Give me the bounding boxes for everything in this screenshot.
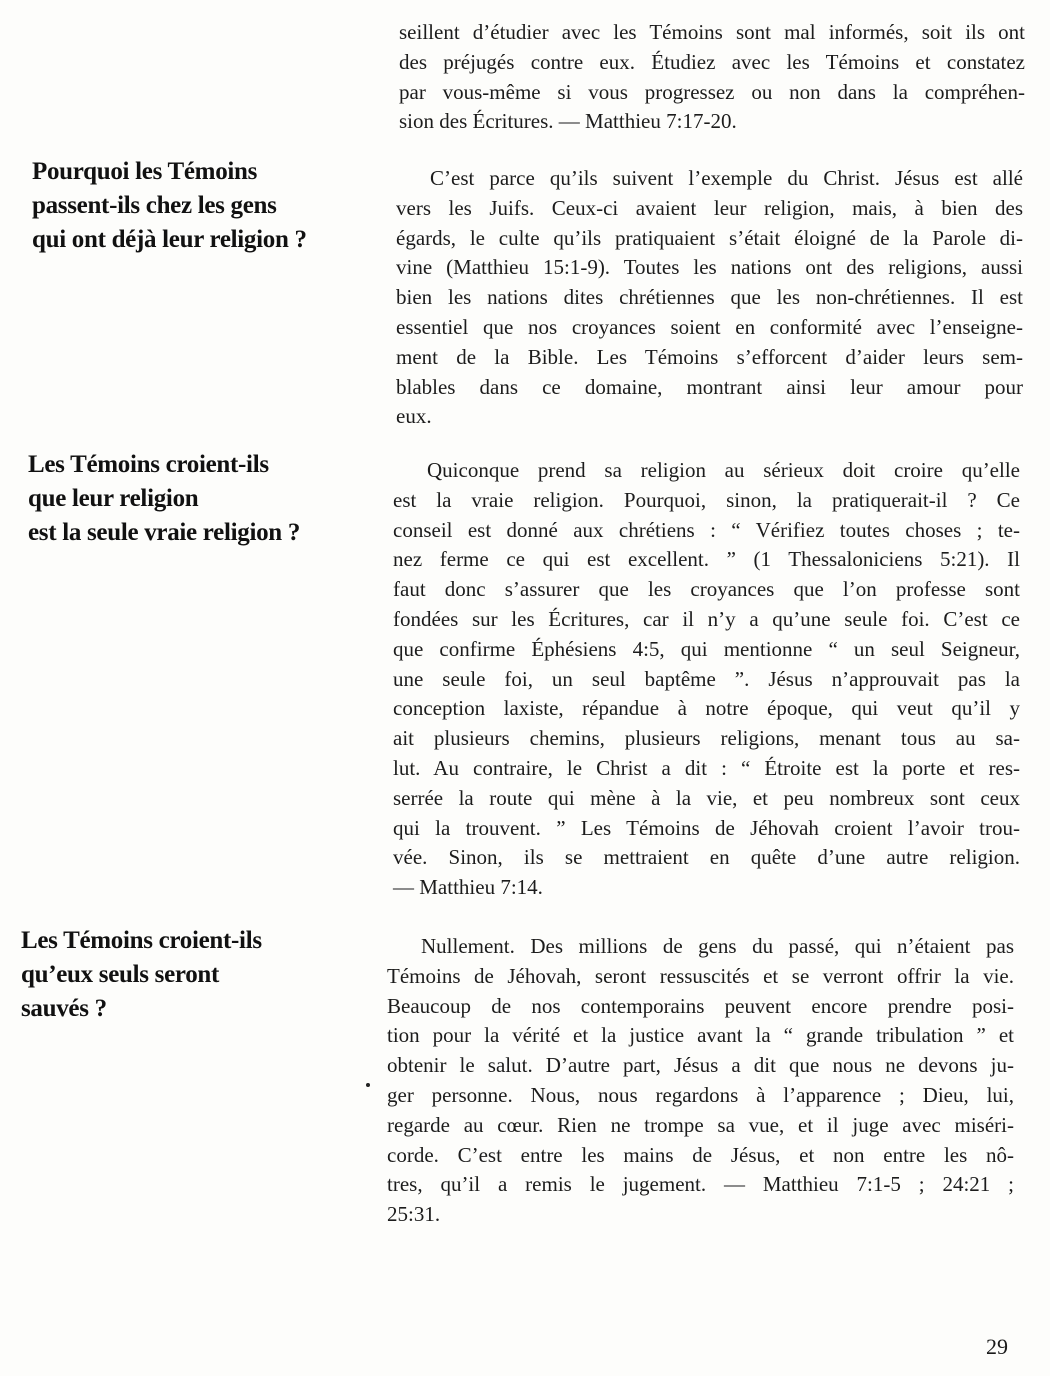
question-line: qu’eux seuls seront (21, 961, 220, 988)
text-line: faut donc s’assurer que les croyances que l’on professe sont (393, 577, 1020, 602)
text-line: fondées sur les Écritures, car il n’y a qu’une seule foi. C’est ce (393, 606, 1020, 631)
text-line: — Matthieu 7:14. (393, 875, 543, 900)
text-line: lut. Au contraire, le Christ a dit : “ Étroite est la porte et res- (393, 755, 1020, 780)
text-line: vée. Sinon, ils se mettraient en quête d’une autre religion. (393, 845, 1020, 870)
question-line: passent-ils chez les gens (32, 192, 277, 219)
text-line: essentiel que nos croyances soient en conformité avec l’enseigne- (396, 314, 1023, 339)
text-line: Beaucoup de nos contemporains peuvent encore prendre posi- (387, 993, 1014, 1018)
text-line: blables dans ce domaine, montrant ainsi leur amour pour (396, 374, 1023, 399)
text-line: vers les Juifs. Ceux-ci avaient leur religion, mais, à bien des (396, 195, 1023, 220)
text-line: sion des Écritures. — Matthieu 7:17-20. (399, 109, 737, 134)
question-line: que leur religion (28, 485, 199, 512)
text-line: seillent d’étudier avec les Témoins sont mal informés, soit ils ont (399, 20, 1025, 44)
text-line: que confirme Éphésiens 4:5, qui mentionne “ un seul Seigneur, (393, 636, 1020, 661)
text-line: Quiconque prend sa religion au sérieux doit croire qu’elle (427, 458, 1020, 482)
section-answer (393, 456, 1020, 903)
text-line: une seule foi, un seul baptême ”. Jésus n’approuvait pas la (393, 666, 1020, 691)
scan-speck (366, 1083, 370, 1087)
section-question (21, 924, 262, 1026)
text-line: ait plusieurs chemins, plusieurs religions, menant tous au sa- (393, 726, 1020, 751)
text-line: ger personne. Nous, nous regardons à l’apparence ; Dieu, lui, (387, 1082, 1014, 1107)
text-line: obtenir le salut. D’autre part, Jésus a dit que nous ne devons ju- (387, 1053, 1014, 1078)
question-line: Pourquoi les Témoins (32, 158, 258, 185)
text-line: regarde au cœur. Rien ne trompe sa vue, et il juge avec miséri- (387, 1112, 1014, 1137)
text-line: est la vraie religion. Pourquoi, sinon, la pratiquerait-il ? Ce (393, 487, 1020, 512)
text-line: C’est parce qu’ils suivent l’exemple du Christ. Jésus est allé (430, 166, 1023, 190)
text-line: nez ferme ce qui est excellent. ” (1 Thessaloniciens 5:21). Il (393, 547, 1020, 572)
text-line: corde. C’est entre les mains de Jésus, et non entre les nô- (387, 1142, 1014, 1167)
section-answer (396, 164, 1023, 432)
question-line: Les Témoins croient-ils (21, 927, 262, 954)
text-line: des préjugés contre eux. Étudiez avec les Témoins et constatez (399, 49, 1025, 74)
text-line: ment de la Bible. Les Témoins s’efforcent d’aider leurs sem- (396, 344, 1023, 369)
text-line: bien les nations dites chrétiennes que les non-chrétiennes. Il est (396, 285, 1023, 310)
text-line: égards, le culte qu’ils pratiquaient s’était éloigné de la Parole di- (396, 225, 1023, 250)
continuation-paragraph (399, 18, 1025, 137)
question-line: Les Témoins croient-ils (28, 451, 269, 478)
section-answer (387, 932, 1014, 1230)
text-line: serrée la route qui mène à la vie, et peu nombreux sont ceux (393, 785, 1020, 810)
text-line: qui la trouvent. ” Les Témoins de Jéhovah croient l’avoir trou- (393, 815, 1020, 840)
question-line: sauvés ? (21, 995, 107, 1022)
text-line: tion pour la vérité et la justice avant la “ grande tribulation ” et (387, 1023, 1014, 1048)
text-line: Témoins de Jéhovah, seront ressuscités et se verront offrir la vie. (387, 963, 1014, 988)
text-line: tres, qu’il a remis le jugement. — Matthieu 7:1-5 ; 24:21 ; (387, 1172, 1014, 1197)
text-line: par vous-même si vous progressez ou non dans la compréhen- (399, 79, 1025, 104)
text-line: conseil est donné aux chrétiens : “ Vérifiez toutes choses ; te- (393, 517, 1020, 542)
section-question (28, 448, 300, 550)
section-question (32, 155, 307, 257)
question-line: est la seule vraie religion ? (28, 519, 301, 546)
text-line: Nullement. Des millions de gens du passé, qui n’étaient pas (421, 934, 1014, 958)
question-line: qui ont déjà leur religion ? (32, 226, 307, 253)
page-number: 29 (986, 1334, 1008, 1359)
text-line: conception laxiste, répandue à notre époque, qui veut qu’il y (393, 696, 1020, 721)
text-line: vine (Matthieu 15:1-9). Toutes les nations ont des religions, aussi (396, 255, 1023, 280)
text-line: 25:31. (387, 1202, 441, 1227)
text-line: eux. (396, 404, 432, 429)
